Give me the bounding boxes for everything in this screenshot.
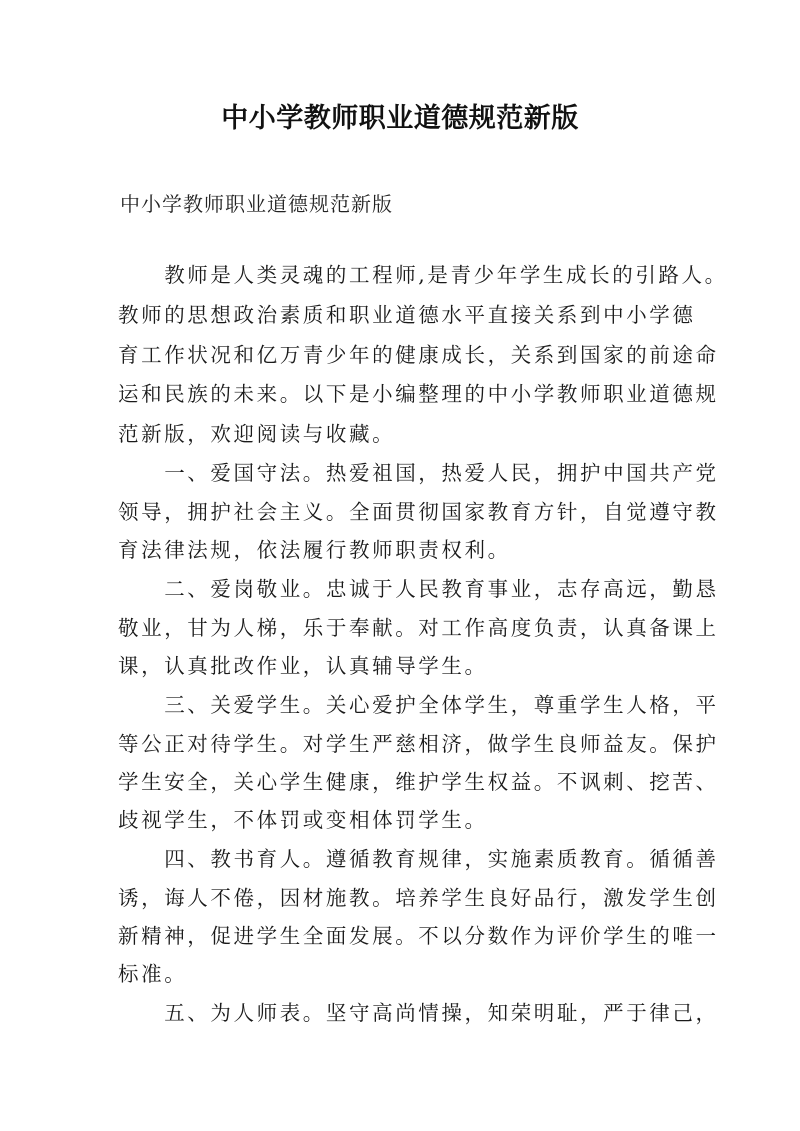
paragraph-line: 诱，诲人不倦，因材施教。培养学生良好品行，激发学生创 (118, 886, 719, 910)
paragraph-line: 歧视学生，不体罚或变相体罚学生。 (118, 808, 488, 832)
paragraph-line: 育法律法规，依法履行教师职责权利。 (118, 538, 511, 562)
paragraph-line: 课，认真批改作业，认真辅导学生。 (118, 654, 488, 678)
paragraph-line: 学生安全，关心学生健康，维护学生权益。不讽刺、挖苦、 (118, 770, 719, 794)
paragraph-line: 五、为人师表。坚守高尚情操，知荣明耻，严于律己， (118, 1001, 719, 1025)
paragraph-line: 教师是人类灵魂的工程师,是青少年学生成长的引路人。 (118, 263, 728, 287)
document-title: 中小学教师职业道德规范新版 (221, 103, 579, 134)
paragraph-line: 等公正对待学生。对学生严慈相济，做学生良师益友。保护 (118, 732, 719, 756)
document-subtitle: 中小学教师职业道德规范新版 (120, 192, 393, 216)
paragraph-line: 领导，拥护社会主义。全面贯彻国家教育方针，自觉遵守教 (118, 500, 719, 524)
paragraph-line: 敬业，甘为人梯，乐于奉献。对工作高度负责，认真备课上 (118, 616, 719, 640)
paragraph-line: 标准。 (118, 962, 188, 986)
paragraph-line: 四、教书育人。遵循教育规律，实施素质教育。循循善 (118, 847, 719, 871)
paragraph-line: 育工作状况和亿万青少年的健康成长，关系到国家的前途命 (118, 343, 719, 367)
paragraph-line: 新精神，促进学生全面发展。不以分数作为评价学生的唯一 (118, 924, 719, 948)
paragraph-line: 教师的思想政治素质和职业道德水平直接关系到中小学德 (118, 303, 696, 327)
paragraph-line: 一、爱国守法。热爱祖国，热爱人民，拥护中国共产党 (118, 461, 719, 485)
paragraph-line: 范新版，欢迎阅读与收藏。 (118, 422, 396, 446)
paragraph-line: 二、爱岗敬业。忠诚于人民教育事业，志存高远，勤恳 (118, 577, 719, 601)
paragraph-line: 运和民族的未来。以下是小编整理的中小学教师职业道德规 (118, 382, 719, 406)
paragraph-line: 三、关爱学生。关心爱护全体学生，尊重学生人格，平 (118, 693, 719, 717)
